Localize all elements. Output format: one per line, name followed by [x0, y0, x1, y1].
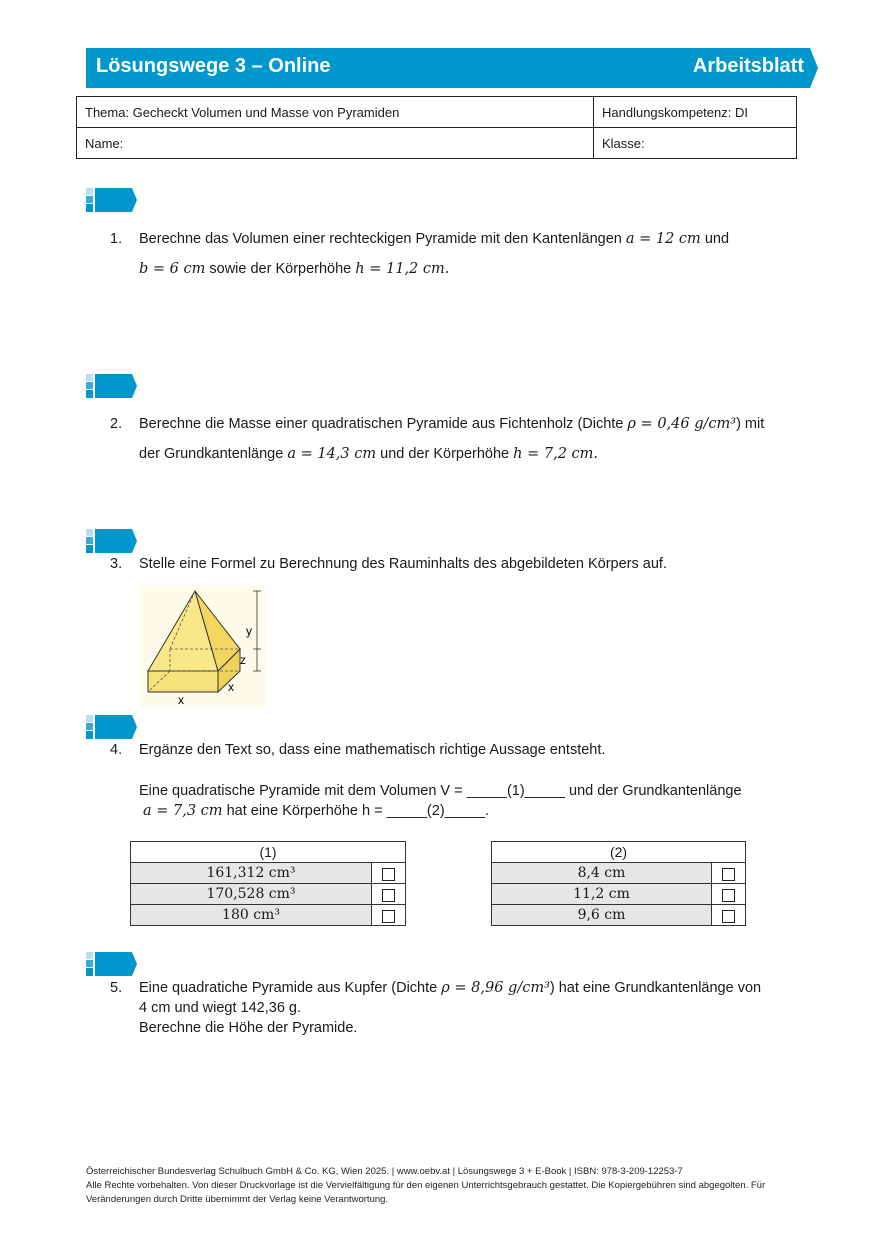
task-text: und der Körperhöhe — [376, 446, 514, 462]
options-table-2 — [491, 841, 746, 926]
task-number: 5. — [110, 980, 123, 996]
task-5 — [110, 978, 761, 1038]
task-marker-icon — [86, 188, 138, 212]
task-text: Berechne das Volumen einer rechteckigen Pyramide mit den Kantenlängen — [139, 231, 626, 247]
math-expression: h = 7,2 cm. — [513, 446, 599, 462]
task-text: 4 cm und wiegt 142,36 g. — [139, 1000, 302, 1016]
task-2 — [110, 409, 764, 469]
task-text: der Grundkantenlänge — [139, 446, 288, 462]
option-value: 11,2 cm — [492, 884, 712, 905]
task-number: 2. — [110, 416, 123, 432]
task-1 — [110, 224, 729, 284]
task-4-statement — [110, 781, 742, 821]
option-checkbox[interactable] — [382, 889, 395, 902]
option-value: 9,6 cm — [492, 905, 712, 926]
option-value: 180 cm³ — [131, 905, 372, 926]
options-header: (1) — [131, 842, 406, 863]
info-table — [76, 96, 797, 159]
dimension-label-z: z — [240, 653, 246, 667]
task-marker-icon — [86, 952, 138, 976]
option-checkbox[interactable] — [722, 889, 735, 902]
task-text: Stelle eine Formel zu Berechnung des Rauminhalts des abgebildeten Körpers auf. — [139, 556, 667, 572]
option-value: 8,4 cm — [492, 863, 712, 884]
footer-line: Veränderungen durch Dritte übernimmt der Verlag keine Verantwortung. — [86, 1194, 389, 1205]
task-marker-icon — [86, 715, 138, 739]
options-header: (2) — [492, 842, 746, 863]
pyramid-on-cuboid-figure — [140, 585, 265, 707]
name-field[interactable]: Name: — [77, 128, 594, 159]
task-number: 3. — [110, 556, 123, 572]
class-field[interactable]: Klasse: — [594, 128, 797, 159]
dimension-label-x: x — [228, 680, 234, 694]
math-expression: ρ = 0,46 g/cm³ — [627, 416, 737, 432]
footer-line: Alle Rechte vorbehalten. Von dieser Druckvorlage ist die Vervielfältigung für den eigenen Unterrichtsgebrauch gestattet. Die Kopiergebühren sind abgegolten. Für — [86, 1180, 766, 1191]
option-checkbox[interactable] — [722, 910, 735, 923]
task-4 — [110, 740, 605, 760]
topic-cell: Thema: Gecheckt Volumen und Masse von Pyramiden — [77, 97, 594, 128]
option-checkbox[interactable] — [722, 868, 735, 881]
task-text: Ergänze den Text so, dass eine mathematisch richtige Aussage entsteht. — [139, 742, 606, 758]
task-number: 4. — [110, 742, 123, 758]
task-text: Berechne die Höhe der Pyramide. — [139, 1020, 358, 1036]
task-text: und — [700, 231, 730, 247]
banner-worksheet-label: Arbeitsblatt — [692, 55, 804, 77]
task-marker-icon — [86, 374, 138, 398]
dimension-label-y: y — [246, 624, 252, 638]
options-table-1 — [130, 841, 406, 926]
task-3 — [110, 554, 667, 574]
option-checkbox[interactable] — [382, 910, 395, 923]
task-text: ) hat eine Grundkantenlänge von — [549, 980, 762, 996]
task-text: Eine quadratiche Pyramide aus Kupfer (Dichte — [139, 980, 442, 996]
math-expression: a = 7,3 cm — [143, 803, 223, 819]
banner-title: Lösungswege 3 – Online — [96, 55, 331, 77]
statement-line: hat eine Körperhöhe h = _____(2)_____. — [222, 803, 490, 819]
math-expression: b = 6 cm — [139, 261, 206, 277]
option-value: 161,312 cm³ — [131, 863, 372, 884]
option-value: 170,528 cm³ — [131, 884, 372, 905]
math-expression: a = 14,3 cm — [287, 446, 377, 462]
statement-line: Eine quadratische Pyramide mit dem Volumen V = _____(1)_____ und der Grundkantenlänge — [139, 783, 742, 799]
task-text: ) mit — [736, 416, 765, 432]
footer — [86, 1165, 806, 1207]
task-marker-icon — [86, 529, 138, 553]
task-number: 1. — [110, 231, 123, 247]
task-text: Berechne die Masse einer quadratischen Pyramide aus Fichtenholz (Dichte — [139, 416, 628, 432]
competence-cell: Handlungskompetenz: DI — [594, 97, 797, 128]
option-checkbox[interactable] — [382, 868, 395, 881]
task-text: sowie der Körperhöhe — [205, 261, 356, 277]
math-expression: a = 12 cm — [625, 231, 701, 247]
dimension-label-x: x — [178, 693, 184, 707]
math-expression: ρ = 8,96 g/cm³ — [441, 980, 550, 996]
footer-line: Österreichischer Bundesverlag Schulbuch GmbH & Co. KG, Wien 2025. | www.oebv.at | Lösungswege 3 + E-Book | ISBN: 978-3-209-12253-7 — [86, 1166, 683, 1177]
math-expression: h = 11,2 cm. — [355, 261, 450, 277]
header-banner — [86, 48, 818, 88]
